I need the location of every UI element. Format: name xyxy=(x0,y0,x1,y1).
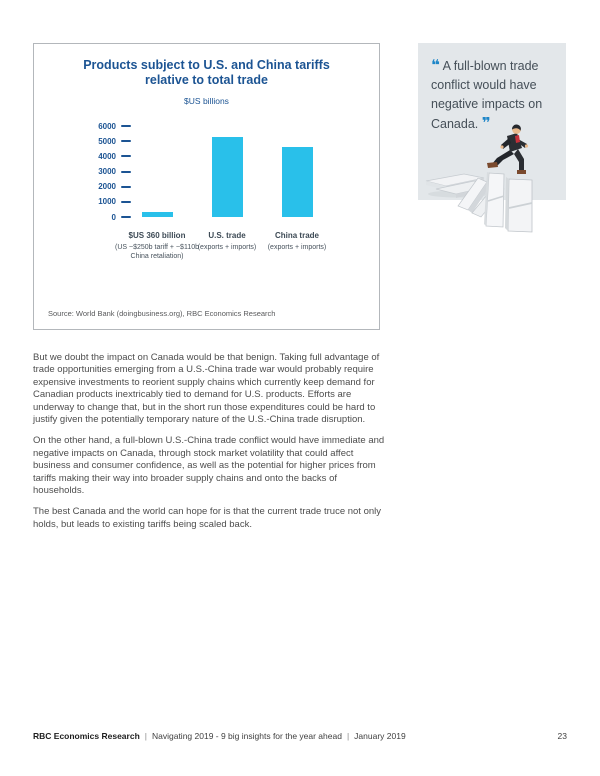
y-tick-label: 3000 xyxy=(98,167,116,176)
chart-bar-2 xyxy=(212,137,243,217)
y-tick-label: 6000 xyxy=(98,121,116,131)
paragraph-2: On the other hand, a full-blown U.S.-China trade conflict would have immediate and negative impacts on Canada, through stock market volatility that could affect business and consumer confidence, as well as the potential for higher prices from tariffs making their way into broader supply chains and onto the backs of households. xyxy=(33,435,385,497)
paragraph-3: The best Canada and the world can hope for is that the current trade truce not only holds, but leads to existing tariffs being scaled back. xyxy=(33,506,382,530)
footer-report-title: Navigating 2019 - 9 big insights for the year ahead xyxy=(151,731,342,741)
footer-date: January 2019 xyxy=(354,731,406,741)
y-tick-label: 5000 xyxy=(98,136,116,146)
footer-separator-1: | xyxy=(144,731,147,741)
category-label: China trade xyxy=(274,231,319,240)
x-label-3 xyxy=(250,231,344,252)
chart-title-line2: relative to total trade xyxy=(145,73,268,87)
y-tick-label: 2000 xyxy=(98,182,116,192)
chart-title xyxy=(34,58,379,88)
y-tick-label: 1000 xyxy=(98,197,116,207)
category-sublabel: (exports + imports) xyxy=(267,244,327,251)
bars-area xyxy=(34,126,379,223)
category-label: $US 360 billion xyxy=(128,231,186,240)
chart-bar-1 xyxy=(142,212,173,217)
chart-panel xyxy=(33,43,380,330)
page-footer xyxy=(33,731,567,741)
person-dominoes-illustration xyxy=(420,118,566,236)
chart-source: Source: World Bank (doingbusiness.org), RBC Economics Research xyxy=(48,309,276,318)
footer-separator-2: | xyxy=(346,731,350,741)
y-tick-label: 0 xyxy=(111,212,116,222)
y-tick-label: 4000 xyxy=(98,151,116,161)
body-text xyxy=(33,352,385,540)
chart-title-line1: Products subject to U.S. and China tariffs xyxy=(83,58,330,72)
pull-quote-body: A full-blown trade conflict would have negative impacts on Canada. xyxy=(431,59,543,131)
paragraph-1: But we doubt the impact on Canada would be that benign. Taking full advantage of trade opportunities emerging from a U.S.-China trade war would probably require expensive investments to reorient supply chains which currently keep demand for Canadian products inextricably tied to demand for U.S. products. Efforts are underway to change that, but in the short run those expenditures could be hard to justify given the potentially temporary nature of the U.S.-China trade disruption. xyxy=(33,352,380,426)
category-label: U.S. trade xyxy=(208,231,246,240)
close-quote-icon: ❞ xyxy=(481,114,491,132)
chart-bar-3 xyxy=(282,147,313,217)
running-person-figure xyxy=(487,124,528,174)
chart-subtitle: $US billions xyxy=(184,96,229,106)
category-sublabel: (exports + imports) xyxy=(197,244,257,251)
bar-chart-plot xyxy=(34,121,379,223)
x-axis-labels xyxy=(34,231,379,283)
footer-brand: RBC Economics Research xyxy=(33,731,140,741)
open-quote-icon: ❝ xyxy=(431,56,440,74)
category-sublabel: (US ~$250b tariff + ~$110b China retaliation) xyxy=(115,244,199,260)
page-number: 23 xyxy=(557,731,567,741)
